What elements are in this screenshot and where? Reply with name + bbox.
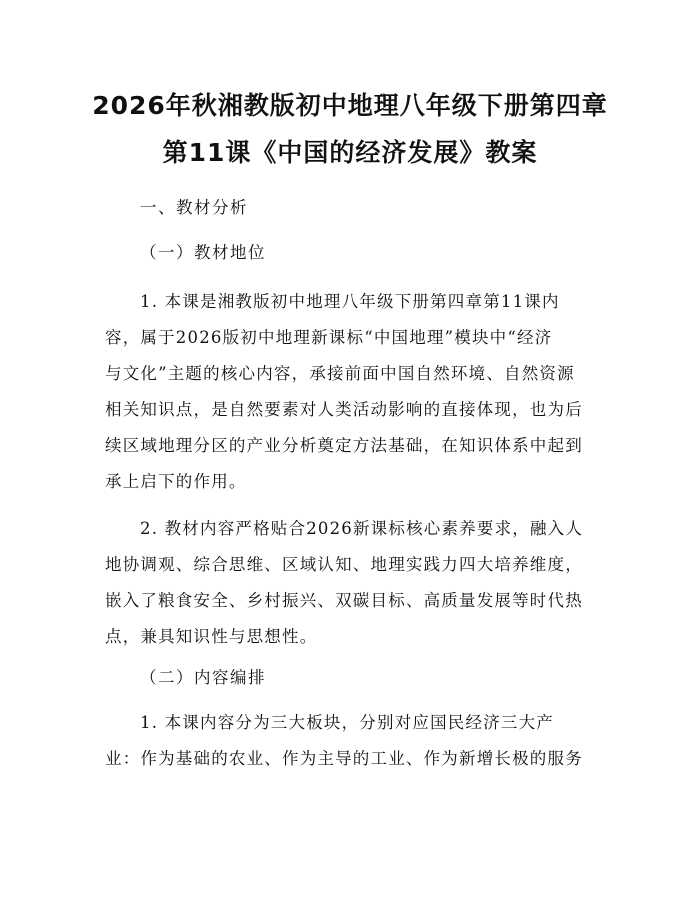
document-title-line-1: 2026年秋湘教版初中地理八年级下册第四章 [92, 91, 608, 120]
paragraph-line: 业：作为基础的农业、作为主导的工业、作为新增长极的服务 [105, 749, 583, 768]
paragraph-line: 与文化”主题的核心内容，承接前面中国自然环境、自然资源 [105, 364, 575, 383]
paragraph-line: 地协调观、综合思维、区域认知、地理实践力四大培养维度， [105, 555, 583, 574]
subsection-heading-textbook-position: （一）教材地位 [140, 243, 266, 262]
paragraph-1 [105, 284, 600, 500]
paragraph-line: 1. 本课是湘教版初中地理八年级下册第四章第11课内 [140, 292, 560, 311]
paragraph-3 [105, 705, 600, 777]
paragraph-line: 相关知识点，是自然要素对人类活动影响的直接体现，也为后 [105, 400, 583, 419]
paragraph-line: 承上启下的作用。 [105, 472, 247, 491]
paragraph-line: 2. 教材内容严格贴合2026新课标核心素养要求，融入人 [140, 519, 584, 538]
paragraph-2 [105, 511, 600, 655]
paragraph-line: 容，属于2026版初中地理新课标“中国地理”模块中“经济 [105, 328, 553, 347]
paragraph-line: 续区域地理分区的产业分析奠定方法基础，在知识体系中起到 [105, 436, 583, 455]
document-title-line-2: 第11课《中国的经济发展》教案 [162, 138, 538, 167]
section-heading-textbook-analysis: 一、教材分析 [140, 198, 248, 217]
paragraph-line: 嵌入了粮食安全、乡村振兴、双碳目标、高质量发展等时代热 [105, 591, 583, 610]
paragraph-line: 点，兼具知识性与思想性。 [105, 627, 318, 646]
paragraph-line: 1. 本课内容分为三大板块，分别对应国民经济三大产 [140, 713, 554, 732]
subsection-heading-content-arrangement: （二）内容编排 [140, 668, 266, 687]
